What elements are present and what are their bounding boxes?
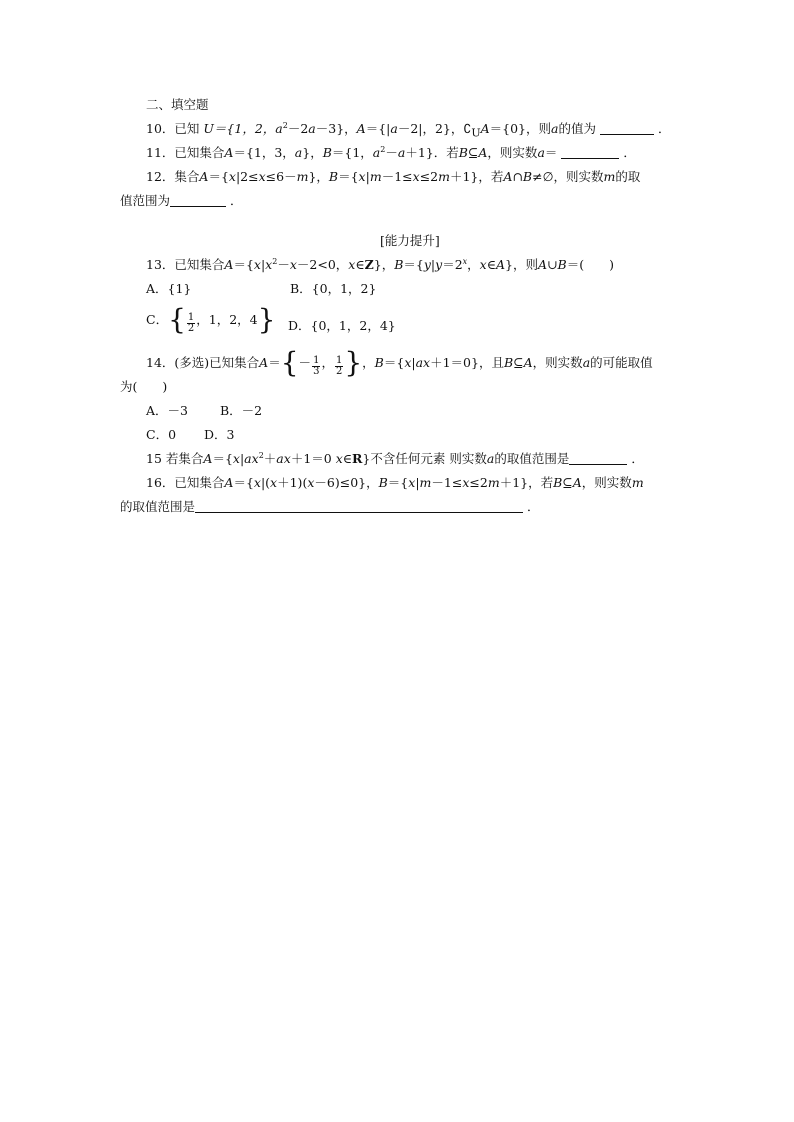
question-13: [146, 257, 614, 273]
answer-blank[interactable]: [170, 194, 226, 207]
q13-text: ＝{: [233, 257, 254, 272]
question-12: [146, 169, 640, 185]
q16-text: m: [487, 475, 500, 490]
question-16: [146, 475, 644, 491]
q12-text: －1≤: [381, 169, 413, 184]
q16-text: ，则实数: [581, 475, 632, 490]
q13-text: y: [423, 257, 431, 272]
option-text: ，1，2，4: [196, 312, 258, 327]
q15-text: ∈: [342, 451, 353, 466]
q11-text: ＋1}．若: [405, 145, 459, 160]
option-label: C．: [146, 312, 169, 327]
q11-text: ＝{1，: [331, 145, 373, 160]
fraction-denominator: 2: [335, 366, 343, 377]
q15-text: a: [486, 451, 495, 466]
q16-text: x: [307, 475, 315, 490]
q13-text: |: [260, 257, 266, 272]
q10-sub: U: [471, 126, 481, 140]
q15-text: A: [203, 451, 213, 466]
q10-text: a: [275, 121, 283, 136]
q11-text: B: [322, 145, 332, 160]
q12-text: B: [328, 169, 339, 184]
q12-text: ≠∅，则实数: [532, 169, 604, 184]
q15-text: R: [352, 451, 363, 466]
q13-text: x: [253, 257, 261, 272]
q16-text: x: [462, 475, 470, 490]
q15-end: ．: [631, 451, 644, 466]
fraction: [312, 356, 320, 377]
q11-text: a: [537, 145, 545, 160]
answer-blank[interactable]: [195, 500, 523, 513]
q16-text: x: [408, 475, 416, 490]
q10-text: －2: [287, 121, 309, 136]
q16-text: －1≤: [431, 475, 463, 490]
q12-text: m: [438, 169, 450, 184]
q13-text: |: [430, 257, 436, 272]
q16-text: －6)≤0}，: [314, 475, 379, 490]
q14-sep: ，: [321, 355, 334, 370]
q14-text: A: [259, 355, 269, 370]
q11-text: A: [478, 145, 488, 160]
q13-text: B: [557, 257, 567, 272]
q13-text: }，: [373, 257, 395, 272]
q13-text: ∈: [486, 257, 496, 272]
q14-text: 的可能取值: [590, 355, 653, 370]
q16-text: 的取值范围是: [120, 499, 196, 514]
q14-option-c[interactable]: C．0: [146, 427, 177, 442]
q13-text: B: [394, 257, 404, 272]
q11-text: ＝: [544, 145, 558, 160]
question-14: [146, 346, 653, 379]
q11-text: B: [458, 145, 468, 160]
fraction-denominator: 2: [187, 323, 195, 334]
q15-text: }不含任何元素: [362, 451, 446, 466]
q11-text: ，则实数: [487, 145, 538, 160]
q14-text: ＝{: [383, 355, 405, 370]
q15-text: x: [335, 451, 343, 466]
question-12-line2: [120, 193, 243, 209]
answer-blank[interactable]: [600, 122, 654, 135]
q13-text: }，则: [505, 257, 538, 272]
q16-text: ＋1)(: [277, 475, 308, 490]
q12-text: A: [199, 169, 209, 184]
q14-text: B: [503, 355, 514, 370]
q16-text: m: [631, 475, 644, 490]
q11-number: 11．已知集合: [146, 145, 225, 160]
q15-text: ax: [276, 451, 291, 466]
q10-text: a: [308, 121, 316, 136]
q16-text: ＝{: [233, 475, 254, 490]
subsection-title: [能力提升]: [380, 233, 440, 248]
q13-text: Z: [364, 257, 374, 272]
q10-text: ＝{0}，则: [489, 121, 552, 136]
q10-end: ．: [657, 121, 671, 136]
q12-text: ∩: [512, 169, 523, 184]
q13-text: ，: [467, 257, 480, 272]
q14-option-a[interactable]: A．－3: [146, 403, 188, 418]
q13-number: 13．已知集合: [146, 257, 225, 272]
q14-text: ⊆: [513, 355, 524, 370]
q14-text: ，则实数: [532, 355, 583, 370]
q13-text: A: [224, 257, 234, 272]
q16-text: ＝{: [387, 475, 409, 490]
q15-text: |: [239, 451, 245, 466]
q15-text: ax: [244, 451, 259, 466]
q12-text: ＋1}，若: [449, 169, 504, 184]
q10-number: 10．已知: [146, 121, 200, 136]
q12-text: m: [369, 169, 382, 184]
q15-text: 则实数: [449, 451, 487, 466]
q15-text: 的取值范围是: [494, 451, 570, 466]
q10-text: a: [390, 121, 398, 136]
fraction-numerator: 1: [335, 355, 343, 366]
q15-number: 15: [146, 451, 162, 466]
q13-text: x: [265, 257, 273, 272]
q13-text: －: [277, 257, 290, 272]
q12-text: m: [296, 169, 309, 184]
answer-blank[interactable]: [561, 146, 619, 159]
q16-text: |: [415, 475, 420, 490]
answer-blank[interactable]: [569, 452, 627, 465]
right-brace-icon: }: [344, 346, 363, 379]
q14-text: A: [523, 355, 533, 370]
q14-text: ＝: [268, 355, 281, 370]
q16-text: B: [378, 475, 388, 490]
q16-text: ⊆: [562, 475, 573, 490]
q16-text: ＋1}，若: [499, 475, 554, 490]
q12-text: x: [412, 169, 420, 184]
q10-text: －3}，: [315, 121, 357, 136]
q11-text: a: [397, 145, 406, 160]
q12-text: }，: [308, 169, 329, 184]
q11-text: }，: [302, 145, 323, 160]
q10-text: 的值为: [558, 121, 596, 136]
q13-option-d[interactable]: D．{0，1，2，4}: [288, 318, 396, 333]
q12-text: ＝{: [338, 169, 359, 184]
fraction: [335, 356, 343, 377]
q12-text: |2≤: [235, 169, 259, 184]
q13-text: x: [289, 257, 297, 272]
question-16-line2: [120, 499, 540, 515]
q13-text: ＝2: [442, 257, 463, 272]
q14-text: B: [374, 355, 384, 370]
fraction-numerator: 1: [187, 312, 195, 323]
question-10: [146, 121, 670, 142]
q13-text: A: [537, 257, 548, 272]
q12-text: ≤6－: [265, 169, 297, 184]
q13-text: －2<0，: [296, 257, 349, 272]
q11-sup: 2: [380, 144, 386, 154]
q16-text: m: [419, 475, 432, 490]
q13-sup: x: [462, 256, 468, 266]
q14-text: x: [404, 355, 412, 370]
q14-text: |: [411, 355, 416, 370]
q14-option-b[interactable]: B．－2: [220, 403, 263, 418]
question-11: [146, 145, 636, 161]
q16-text: ≤2: [469, 475, 488, 490]
q13-sup: 2: [272, 256, 278, 266]
section-title: 二、填空题: [146, 97, 209, 112]
q16-text: |(: [260, 475, 271, 490]
q15-text: x: [232, 451, 240, 466]
q12-text: ＝{: [208, 169, 229, 184]
right-brace-icon: }: [257, 303, 276, 336]
q12-text: ≤2: [419, 169, 439, 184]
q10-text: U＝{1，2，: [203, 121, 276, 136]
q14-text: a: [582, 355, 591, 370]
q11-text: A: [224, 145, 234, 160]
q16-text: A: [572, 475, 582, 490]
q13-text: A: [496, 257, 506, 272]
question-14-line2: 为( ): [120, 379, 168, 394]
q14-text: ，: [362, 355, 375, 370]
q15-text: 若集合: [165, 451, 204, 466]
q10-text: A: [356, 121, 366, 136]
q13-text: ＝( ): [566, 257, 614, 272]
q15-sup: 2: [258, 450, 264, 460]
q12-text: 值范围为: [120, 193, 171, 208]
q13-text: ∪: [547, 257, 558, 272]
q10-sup: 2: [282, 120, 288, 130]
q16-text: A: [224, 475, 234, 490]
q11-text: ＝{1，3，: [233, 145, 295, 160]
q14-text: ax: [415, 355, 431, 370]
q12-text: x: [358, 169, 366, 184]
q11-text: ⊆: [467, 145, 479, 160]
fraction: [187, 313, 195, 334]
q12-text: B: [522, 169, 533, 184]
fraction-numerator: 1: [313, 355, 320, 366]
q16-text: x: [270, 475, 278, 490]
q13-option-c[interactable]: [146, 303, 276, 336]
q10-text: A: [480, 121, 490, 136]
q12-text: |: [365, 169, 370, 184]
q11-text: a: [372, 145, 381, 160]
left-brace-icon: {: [168, 303, 186, 336]
q15-text: ＝{: [212, 451, 233, 466]
q15-text: ＋1＝0: [290, 451, 332, 466]
q13-text: y: [435, 257, 443, 272]
q13-option-b[interactable]: B．{0，1，2}: [290, 281, 377, 296]
q12-text: m: [603, 169, 616, 184]
q13-option-a[interactable]: A．{1}: [146, 281, 192, 296]
q10-text: ＝{|: [365, 121, 391, 136]
q13-text: ∈: [355, 257, 365, 272]
q14-sign: －: [298, 355, 312, 370]
q16-text: x: [253, 475, 261, 490]
q16-end: ．: [527, 499, 540, 514]
q14-text: ＋1＝0}，且: [430, 355, 504, 370]
q13-text: x: [479, 257, 487, 272]
fraction-denominator: 3: [313, 366, 320, 377]
q12-text: x: [258, 169, 266, 184]
q14-number: 14．(多选)已知集合: [146, 355, 260, 370]
q11-end: ．: [623, 145, 636, 160]
q10-text: －2|，2}，∁: [397, 121, 472, 136]
q14-option-d[interactable]: D．3: [204, 427, 235, 442]
q12-number: 12．集合: [146, 169, 200, 184]
left-brace-icon: {: [280, 346, 299, 379]
q13-text: x: [348, 257, 356, 272]
question-15: [146, 451, 644, 467]
q11-text: a: [294, 145, 303, 160]
q12-text: x: [228, 169, 236, 184]
q15-text: ＋: [263, 451, 277, 466]
q12-end: ．: [230, 193, 243, 208]
q13-text: ＝{: [403, 257, 424, 272]
q16-number: 16．已知集合: [146, 475, 225, 490]
q16-text: B: [553, 475, 563, 490]
q12-text: A: [503, 169, 513, 184]
q12-text: 的取: [615, 169, 641, 184]
q10-text: a: [551, 121, 559, 136]
q11-text: －: [385, 145, 398, 160]
